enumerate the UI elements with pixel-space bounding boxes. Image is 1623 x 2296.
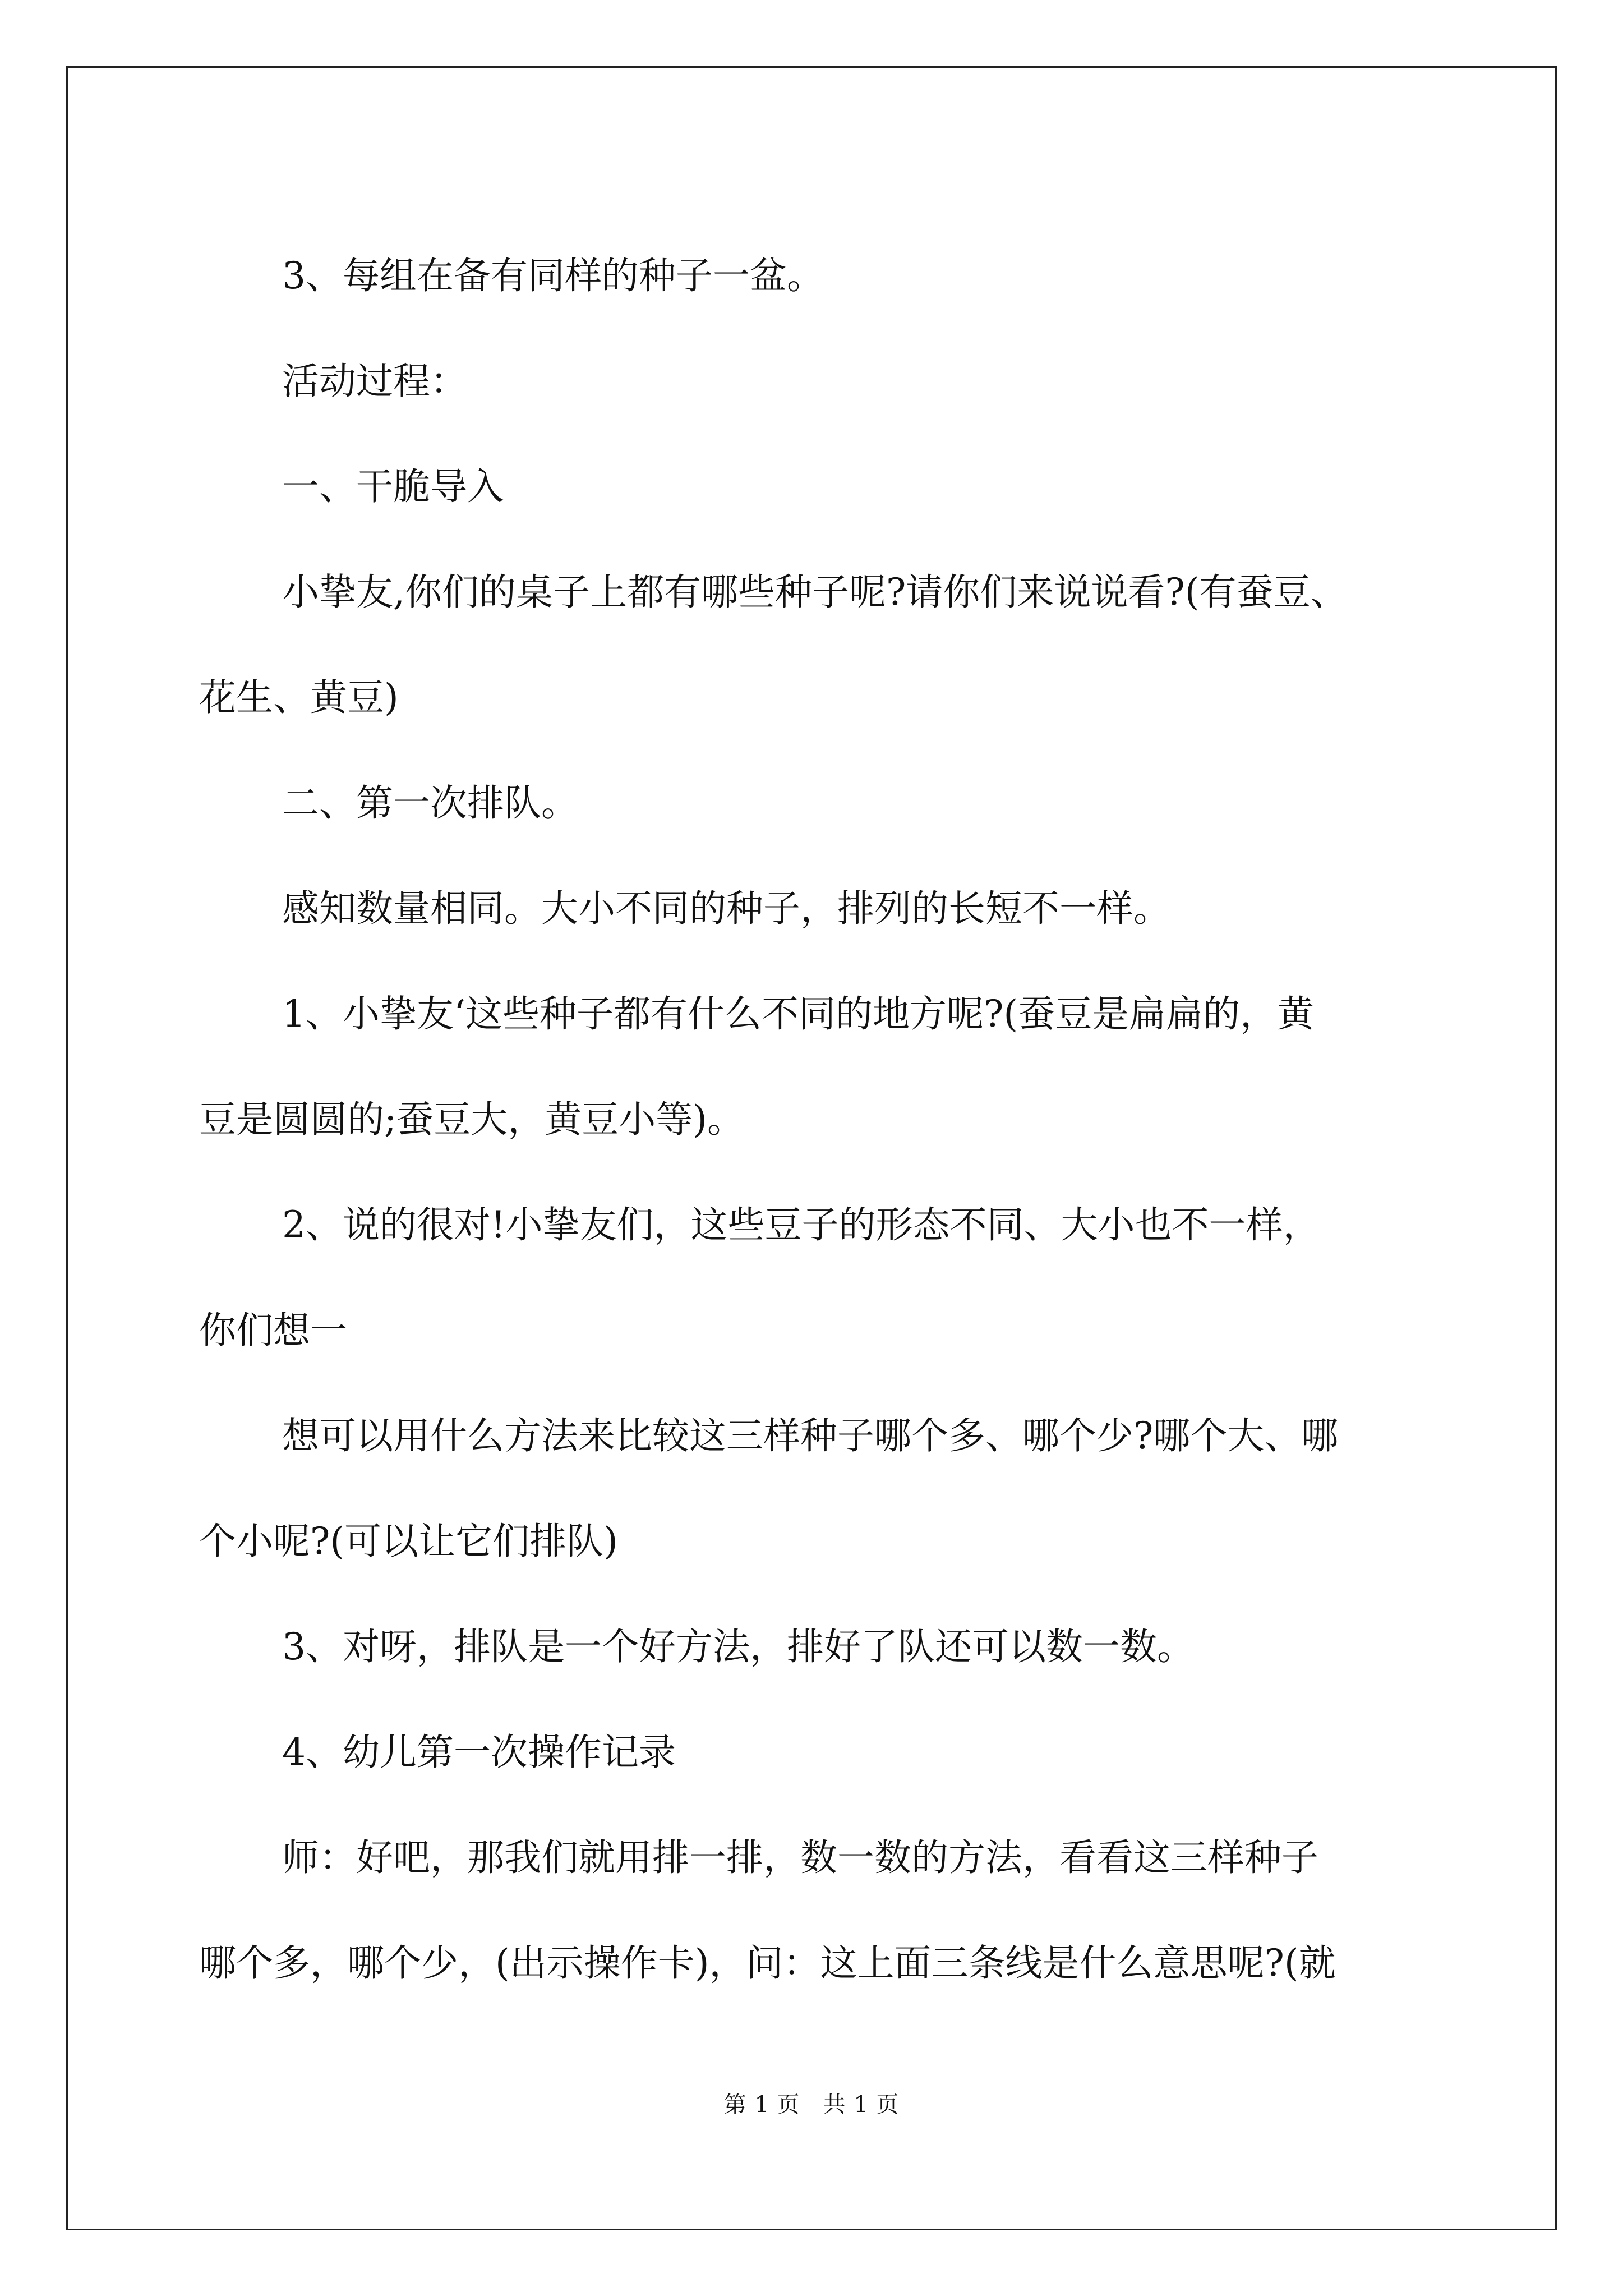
- text-line: 1、小挚友‘这些种子都有什么不同的地方呢?(蚕豆是扁扁的，黄: [282, 992, 1315, 1036]
- text-line: 师：好吧，那我们就用排一排，数一数的方法，看看这三样种子: [282, 1836, 1318, 1879]
- text-line: 个小呢?(可以让它们排队): [199, 1520, 618, 1563]
- text-line: 小挚友,你们的桌子上都有哪些种子呢?请你们来说说看?(有蚕豆、: [282, 570, 1348, 614]
- text-line: 花生、黄豆): [199, 676, 399, 719]
- text-line: 感知数量相同。大小不同的种子，排列的长短不一样。: [282, 887, 1170, 930]
- text-line: 3、对呀，排队是一个好方法，排好了队还可以数一数。: [282, 1625, 1194, 1668]
- text-line: 哪个多，哪个少，(出示操作卡)，问：这上面三条线是什么意思呢?(就: [199, 1941, 1336, 1985]
- text-line: 豆是圆圆的;蚕豆大，黄豆小等)。: [199, 1098, 744, 1141]
- text-line: 4、幼儿第一次操作记录: [282, 1731, 676, 1774]
- page-footer: 第 1 页 共 1 页: [723, 2092, 900, 2118]
- text-line: 2、说的很对!小挚友们，这些豆子的形态不同、大小也不一样，: [282, 1203, 1320, 1246]
- text-line: 活动过程：: [282, 360, 467, 403]
- text-line: 一、干脆导入: [282, 465, 504, 508]
- text-line: 二、第一次排队。: [282, 781, 578, 825]
- text-line: 3、每组在备有同样的种子一盆。: [282, 254, 824, 297]
- document-body: [199, 223, 1422, 2016]
- text-line: 你们想一: [199, 1309, 347, 1352]
- text-line: 想可以用什么方法来比较这三样种子哪个多、哪个少?哪个大、哪: [282, 1414, 1339, 1457]
